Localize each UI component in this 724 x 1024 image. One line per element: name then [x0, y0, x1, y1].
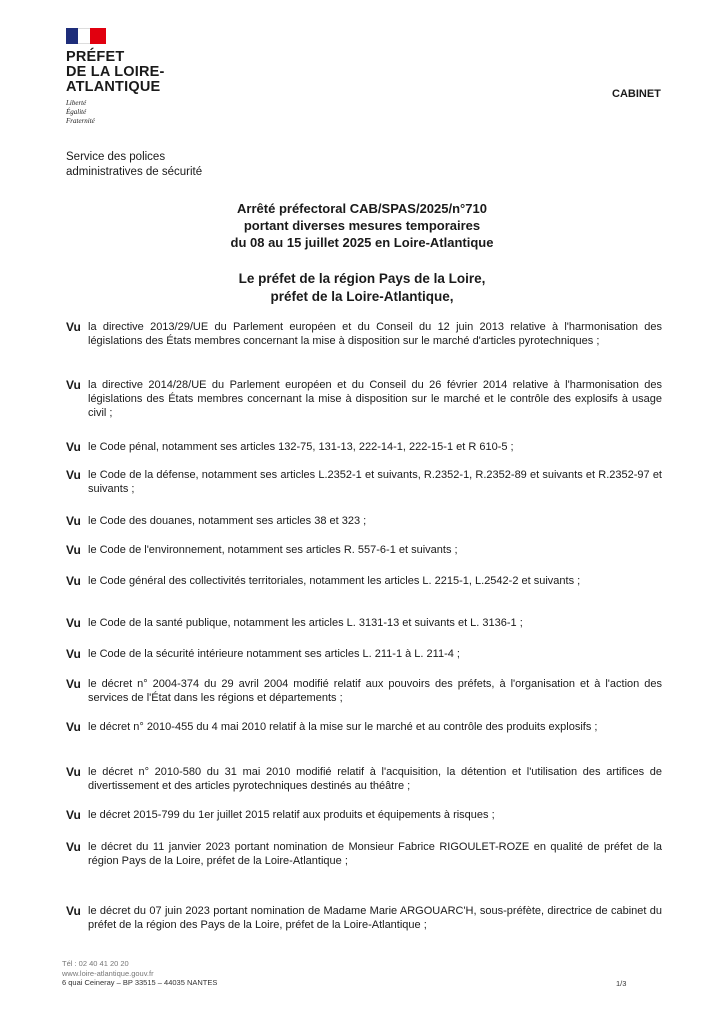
prefecture-name [66, 50, 186, 95]
visa-text: le décret n° 2004-374 du 29 avril 2004 modifié relatif aux pouvoirs des préfets, à l'organisation et à l'action des services de l'État dans les régions et départements ; [88, 678, 662, 704]
visa-text: le Code général des collectivités territoriales, notamment les articles L. 2215-1, L.2542-2 et suivants ; [88, 575, 581, 587]
visa-label: Vu [66, 574, 81, 588]
visa-label: Vu [66, 647, 81, 661]
visa-text: le Code de la santé publique, notamment les articles L. 3131-13 et suivants et L. 3136-1 ; [88, 617, 523, 629]
visa-text: le Code pénal, notamment ses articles 132-75, 131-13, 222-14-1, 222-15-1 et R 610-5 ; [88, 441, 514, 453]
motto-line: Égalité [66, 108, 87, 116]
title-line: Arrêté préfectoral CAB/SPAS/2025/n°710 [237, 201, 487, 216]
title-line: portant diverses mesures temporaires [243, 218, 481, 233]
visa-item [66, 808, 662, 822]
visa-item [66, 720, 662, 734]
visa-label: Vu [66, 677, 81, 691]
service-line: Service des polices [66, 151, 166, 163]
visa-label: Vu [66, 765, 81, 779]
document-title [0, 200, 724, 251]
visa-label: Vu [66, 514, 81, 528]
visa-text: la directive 2014/28/UE du Parlement européen et du Conseil du 26 février 2014 relative à l'harmonisation des législations des États membres concernant la mise à disposition sur le marché et le contrôle des explosifs à usage civil ; [88, 379, 662, 419]
motto-line: Fraternité [66, 117, 95, 125]
visa-label: Vu [66, 840, 81, 854]
visa-label: Vu [66, 440, 81, 454]
visa-label: Vu [66, 808, 81, 822]
visa-item [66, 574, 662, 588]
visa-text: le Code des douanes, notamment ses articles 38 et 323 ; [88, 515, 367, 527]
footer-address: 6 quai Ceineray – BP 33515 – 44035 NANTES [62, 978, 218, 987]
visa-item [66, 468, 662, 496]
page-footer [62, 959, 217, 988]
prefect-line: préfet de la Loire-Atlantique, [270, 289, 454, 304]
visa-text: le décret 2015-799 du 1er juillet 2015 relatif aux produits et équipements à risques ; [88, 809, 495, 821]
prefecture-name-line: PRÉFET [66, 49, 125, 65]
prefect-designation [0, 270, 724, 306]
footer-website: www.loire-atlantique.gouv.fr [62, 968, 154, 978]
service-name [66, 150, 296, 180]
visa-item [66, 378, 662, 420]
visa-item [66, 514, 662, 528]
visa-item [66, 616, 662, 630]
prefect-line: Le préfet de la région Pays de la Loire, [238, 271, 486, 286]
visa-item [66, 647, 662, 661]
visa-text: le Code de la défense, notamment ses articles L.2352-1 et suivants, R.2352-1, R.2352-89 et suivants et R.2352-97 et suivants ; [88, 469, 662, 495]
visa-text: le décret du 07 juin 2023 portant nomination de Madame Marie ARGOUARC'H, sous-préfète, directrice de cabinet du préfet de la région des Pays de la Loire, préfet de la Loire-Atlantique ; [88, 905, 662, 931]
visa-text: le décret n° 2010-580 du 31 mai 2010 modifié relatif à l'acquisition, la détention et l'utilisation des artifices de divertissement et des articles pyrotechniques destinés au théâtre ; [88, 766, 662, 792]
visa-text: le Code de la sécurité intérieure notamment ses articles L. 211-1 à L. 211-4 ; [88, 648, 460, 660]
visa-label: Vu [66, 468, 81, 482]
visa-item [66, 543, 662, 557]
prefecture-name-line: ATLANTIQUE [66, 79, 161, 95]
title-line: du 08 au 15 juillet 2025 en Loire-Atlantique [230, 235, 494, 250]
motto-line: Liberté [66, 99, 87, 107]
visa-label: Vu [66, 720, 81, 734]
visa-text: le décret du 11 janvier 2023 portant nomination de Monsieur Fabrice RIGOULET-ROZE en qualité de préfet de la région Pays de la Loire, préfet de la Loire-Atlantique ; [88, 841, 662, 867]
republic-motto [66, 99, 186, 126]
visa-label: Vu [66, 320, 81, 334]
visa-label: Vu [66, 904, 81, 918]
visa-item [66, 320, 662, 348]
french-flag-icon [66, 28, 106, 44]
service-line: administratives de sécurité [66, 166, 203, 178]
visa-label: Vu [66, 543, 81, 557]
visa-item [66, 904, 662, 932]
page-number: 1/3 [616, 979, 627, 988]
footer-phone: Tél : 02 40 41 20 20 [62, 959, 129, 968]
visa-text: le Code de l'environnement, notamment ses articles R. 557-6-1 et suivants ; [88, 544, 458, 556]
visa-item [66, 677, 662, 705]
visa-text: la directive 2013/29/UE du Parlement européen et du Conseil du 12 juin 2013 relative à l'harmonisation des législations des États membres concernant la mise à disposition sur le marché d'articles pyrotechniques ; [88, 321, 662, 347]
prefecture-name-line: DE LA LOIRE- [66, 64, 165, 80]
prefecture-logo [66, 28, 186, 126]
visa-item [66, 765, 662, 793]
visa-item [66, 840, 662, 868]
visa-label: Vu [66, 616, 81, 630]
visa-item [66, 440, 662, 454]
department-label: CABINET [612, 88, 661, 100]
visa-label: Vu [66, 378, 81, 392]
visa-text: le décret n° 2010-455 du 4 mai 2010 relatif à la mise sur le marché et au contrôle des produits explosifs ; [88, 721, 598, 733]
